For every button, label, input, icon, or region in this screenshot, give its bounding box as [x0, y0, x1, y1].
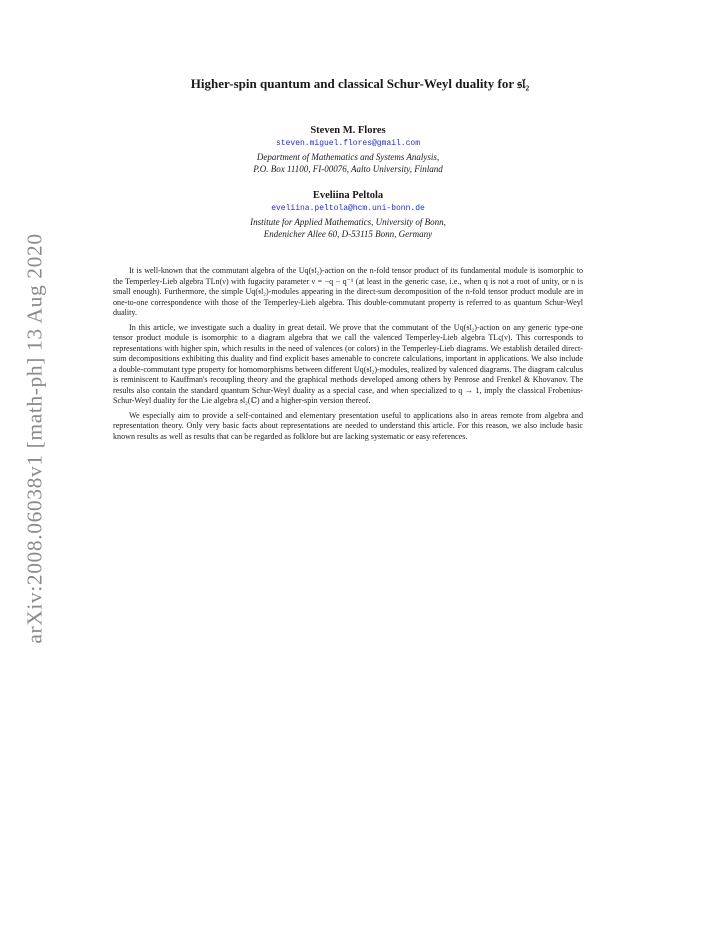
abstract-paragraph: It is well-known that the commutant algebra of the Uq(𝔰𝔩₂)-action on the n-fold tensor product of its fundamental module is isomorphic to the Temperley-Lieb algebra TLn(ν) with fugacity parameter ν = −q − q⁻¹ (at least in the generic case, i.e., when q is not a root of unity, or n is small enough). Furthermore, the simple Uq(𝔰𝔩₂)-modules appearing in the direct-sum decomposition of the n-fold tensor product module are in one-to-one correspondence with those of the Temperley-Lieb algebra. This double-commutant property is referred to as quantum Schur-Weyl duality. — [113, 266, 583, 317]
abstract — [113, 266, 583, 446]
author-email-link[interactable]: eveliina.peltola@hcm.uni-bonn.de — [271, 204, 425, 213]
author-name: Eveliina Peltola — [312, 190, 384, 201]
author-block-2 — [0, 189, 696, 241]
author-affiliation: Department of Mathematics and Systems Analysis, — [256, 151, 440, 162]
author-email-link[interactable]: steven.miguel.flores@gmail.com — [275, 139, 421, 148]
author-block-1 — [0, 124, 696, 176]
arxiv-identifier: arXiv:2008.06038v1 [math-ph] 13 Aug 2020 — [22, 232, 47, 644]
abstract-paragraph: We especially aim to provide a self-contained and elementary presentation useful to applications also in areas remote from algebra and representation theory. Only very basic facts about representations are needed to understand this article. For this reason, we also include basic known results as well as results that can be regarded as folklore but are lacking systematic or easy references. — [113, 410, 583, 441]
paper-title: Higher-spin quantum and classical Schur-Weyl duality for 𝔰𝔩₂ — [190, 76, 530, 91]
arxiv-identifier-stamp — [20, 232, 50, 644]
author-affiliation: Institute for Applied Mathematics, University of Bonn, — [250, 216, 446, 227]
author-address: P.O. Box 11100, FI-00076, Aalto University, Finland — [253, 164, 443, 174]
author-address: Endenicher Allee 60, D-53115 Bonn, Germany — [263, 229, 433, 239]
author-name: Steven M. Flores — [310, 125, 386, 136]
abstract-paragraph: In this article, we investigate such a duality in great detail. We prove that the commutant of the Uq(𝔰𝔩₂)-action on any generic type-one tensor product module is isomorphic to a diagram algebra that we call the valenced Temperley-Lieb algebra TLς(ν). This corresponds to representations with higher spin, which results in the need of valences (or colors) in the Temperley-Lieb diagrams. We establish detailed direct-sum decompositions exhibiting this duality and find explicit bases amenable to concrete calculations, important in applications. We also include a double-commutant type property for homomorphisms between different Uq(𝔰𝔩₂)-modules, realized by valenced diagrams. The diagram calculus is reminiscent to Kauffman's recoupling theory and the graphical methods developed among others by Penrose and Frenkel & Khovanov. The results also contain the standard quantum Schur-Weyl duality as a special case, and when specialized to q → 1, imply the classical Frobenius-Schur-Weyl duality for the Lie algebra 𝔰𝔩₂(ℂ) and a higher-spin version thereof. — [113, 322, 583, 405]
